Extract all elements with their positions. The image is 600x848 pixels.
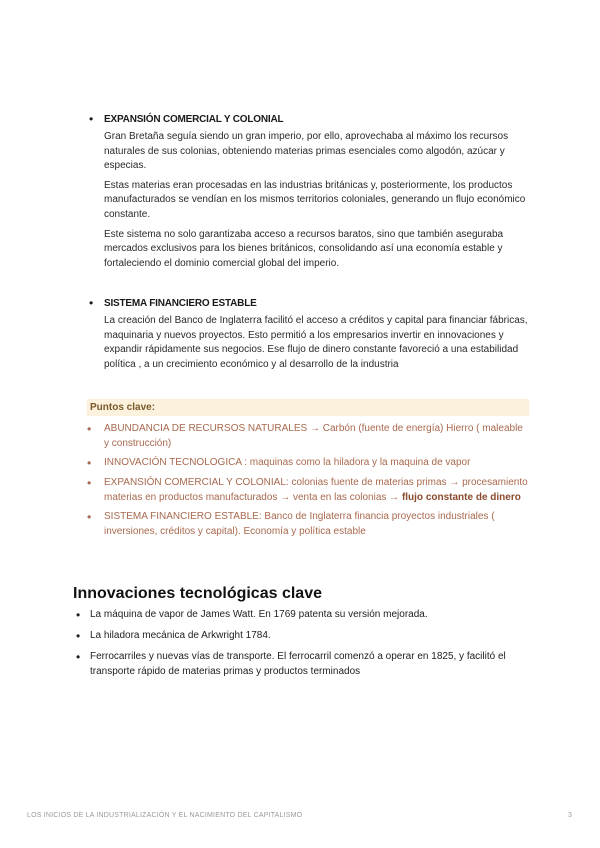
key-point-text: EXPANSIÓN COMERCIAL Y COLONIAL: colonias fuente de materias primas → procesamiento materias en productos manufacturados → venta en las colonias → — [104, 477, 528, 503]
list-item-text: Ferrocarriles y nuevas vías de transporte. El ferrocarril comenzó a operar en 1825, y facilitó el transporte rápido de materias primas y productos terminados — [90, 651, 506, 677]
key-point-item — [87, 510, 529, 539]
footer-title: LOS INICIOS DE LA INDUSTRIALIZACIÓN Y EL NACIMIENTO DEL CAPITALISMO — [27, 812, 303, 819]
section-title: SISTEMA FINANCIERO ESTABLE — [104, 298, 257, 309]
list-item — [76, 650, 536, 679]
bullet-icon: • — [89, 296, 94, 310]
innovations-list — [76, 608, 536, 685]
key-point-text: SISTEMA FINANCIERO ESTABLE: Banco de Inglaterra financia proyectos industriales ( inversiones, créditos y capital). Economía y política estable — [104, 511, 495, 537]
key-point-emphasis: flujo constante de dinero — [401, 491, 521, 503]
section-title: EXPANSIÓN COMERCIAL Y COLONIAL — [104, 114, 284, 125]
key-points-callout — [87, 399, 529, 545]
section-expansion-comercial — [89, 112, 529, 271]
list-item-text: La máquina de vapor de James Watt. En 1769 patenta su versión mejorada. — [90, 609, 428, 620]
bullet-icon: • — [89, 112, 94, 126]
list-item-text: La hiladora mecánica de Arkwright 1784. — [90, 630, 271, 641]
page-number: 3 — [568, 812, 572, 819]
list-item — [76, 608, 536, 623]
bullet-icon: • — [87, 422, 92, 436]
key-point-item — [87, 422, 529, 451]
bullet-icon: • — [76, 629, 81, 643]
bullet-icon: • — [87, 456, 92, 471]
key-point-item — [87, 456, 529, 471]
paragraph: Este sistema no solo garantizaba acceso a recursos baratos, sino que también aseguraba mercados exclusivos para los bienes británicos, consolidando así una economía estable y fortaleciendo el dominio comercial global del imperio. — [104, 228, 504, 269]
key-point-text: INNOVACIÓN TECNOLOGICA : maquinas como la hiladora y la maquina de vapor — [104, 457, 471, 469]
key-points-list — [87, 422, 529, 540]
bullet-icon: • — [87, 510, 92, 525]
bullet-icon: • — [87, 476, 92, 491]
key-point-text: ABUNDANCIA DE RECURSOS NATURALES → Carbón (fuente de energía) Hierro ( maleable y construcción) — [104, 423, 523, 449]
list-item — [76, 629, 536, 644]
paragraph: La creación del Banco de Inglaterra facilitó el acceso a créditos y capital para financiar fábricas, maquinaria y nuevos proyectos. Esto permitió a los empresarios invertir en innovaciones y expandir rápidamente sus negocios. Ese flujo de dinero constante favoreció a una estabilidad política , a un crecimiento económico y al desarrollo de la industria — [104, 315, 528, 370]
paragraph: Estas materias eran procesadas en las industrias británicas y, posteriormente, los productos manufacturados se vendían en los mismos territorios coloniales, generando un flujo económico constante. — [104, 179, 526, 220]
innovations-heading: Innovaciones tecnológicas clave — [73, 585, 322, 602]
key-points-title: Puntos clave: — [87, 399, 529, 416]
bullet-icon: • — [76, 650, 81, 664]
section-sistema-financiero — [89, 296, 529, 372]
key-point-item — [87, 476, 529, 505]
bullet-icon: • — [76, 608, 81, 622]
paragraph: Gran Bretaña seguía siendo un gran imperio, por ello, aprovechaba al máximo los recursos naturales de sus colonias, obteniendo materias primas esenciales como algodón, azúcar y especias. — [104, 131, 509, 172]
